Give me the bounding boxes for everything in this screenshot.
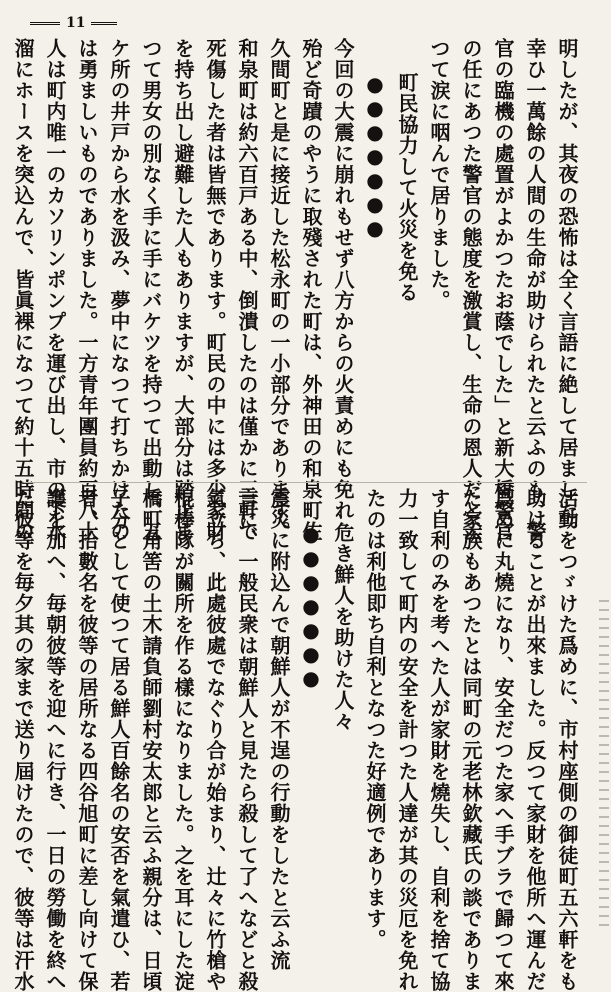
text-line: 者、拾數名を彼等の居所なる四谷旭町に差し向けて保 — [75, 488, 99, 992]
text-line: た家族もあつたとは同町の元老林欽藏氏の談でありま — [459, 488, 483, 992]
text-line: つて男女の別なく手に手にバケツを持つて出動し、五 — [139, 38, 163, 542]
text-line: 和泉町は約六百戸ある中、倒潰したのは僅かに三軒で — [235, 38, 259, 542]
text-line: は勇ましいものでありました。一方青年團員約百八十 — [75, 38, 99, 542]
text-line: 力一致して町内の安全を計つた人達が其の災厄を免れ — [395, 488, 419, 992]
text-line: つて涙に咽んで居りました。 — [427, 38, 451, 311]
text-line: 子分として使つて居る鮮人百餘名の安否を氣遣ひ、若 — [107, 488, 131, 992]
section-heading-fire — [391, 38, 423, 478]
page-edge-marks — [599, 600, 609, 930]
text-line: 護を加へ、毎朝彼等を迎へに行き、一日の勞働を終へ — [43, 488, 67, 992]
text-line: 震災に附込んで朝鮮人が不逞の行動をしたと云ふ流 — [267, 488, 291, 971]
heading-emphasis-dots: ●●●●●●● — [299, 522, 323, 690]
text-line: た彼等を毎夕其の家まで送り屆けたので、彼等は汗水 — [11, 488, 35, 992]
text-line: を持ち出し避難した人もありますが、大部分は踏止ま — [171, 38, 195, 542]
text-line: 人は町内唯一のカソリンポンプを運び出し、市の下水 — [43, 38, 67, 542]
page-header — [30, 14, 117, 32]
text-line: 橋町角筈の土木請負師劉村安太郎と云ふ親分は、日頃 — [139, 488, 163, 992]
text-line: 活動をつゞけた爲めに、市村座側の御徒町五六軒をも — [555, 488, 579, 992]
block-divider — [24, 482, 587, 483]
text-line: 氣立ち、此處彼處でなぐり合が始まり、辻々に竹槍や — [203, 488, 227, 992]
text-line: の任にあつた警官の態度を激賞し、生命の恩人だと云 — [459, 38, 483, 542]
text-line: 助けることが出來ました。反つて家財を他所へ運んだ — [523, 488, 547, 992]
heading-emphasis-dots: ●●●●●●● — [363, 72, 387, 240]
text-line: ケ所の井戸から水を汲み、夢中になつて打ちかけたの — [107, 38, 131, 542]
section-heading-koreans — [327, 488, 359, 938]
text-line: 明したが、其夜の恐怖は全く言語に絶して居ました。 — [555, 38, 579, 542]
text-line: 今回の大震に崩れもせず八方からの火責めにも免れ — [331, 38, 355, 521]
text-line: 溜にホースを突込んで、皆眞裸になつて約十五時間の — [11, 38, 35, 542]
text-line: 殆ど奇蹟のやうに取殘された町は、外神田の和泉町佐 — [299, 38, 323, 542]
top-text-block — [11, 38, 583, 542]
header-rule-right — [91, 22, 117, 25]
text-line: す自利のみを考へた人が家財を燒失し、自利を捨て協 — [427, 488, 451, 992]
text-line: 死傷した者は皆無であります。町民の中には多少家財 — [203, 38, 227, 542]
text-line: 言に、一般民衆は朝鮮人と見たら殺して了へなどと殺 — [235, 488, 259, 992]
text-line: 棍棒隊が關所を作る樣になりました。之を耳にした淀 — [171, 488, 195, 992]
section-heading-text: 危き鮮人を助けた人々 — [331, 522, 355, 732]
text-line: 幸ひ一萬餘の人間の生命が助けられたと云ふのも、警 — [523, 38, 547, 542]
bottom-text-block — [11, 488, 583, 992]
text-line: 久間町と是に接近した松永町の一小部分であります。 — [267, 38, 291, 542]
header-rule-left — [30, 22, 60, 25]
text-line: 爲めに丸燒になり、安全だつた家へ手ブラで歸つて來 — [491, 488, 515, 992]
section-heading-text: 町民協力して火災を免る — [395, 72, 419, 303]
page-number: 11 — [66, 15, 86, 31]
text-line: 官の臨機の處置がよかつたお蔭でした」と新大橋警官 — [491, 38, 515, 542]
text-line: たのは利他即ち自利となつた好適例であります。 — [363, 488, 387, 950]
